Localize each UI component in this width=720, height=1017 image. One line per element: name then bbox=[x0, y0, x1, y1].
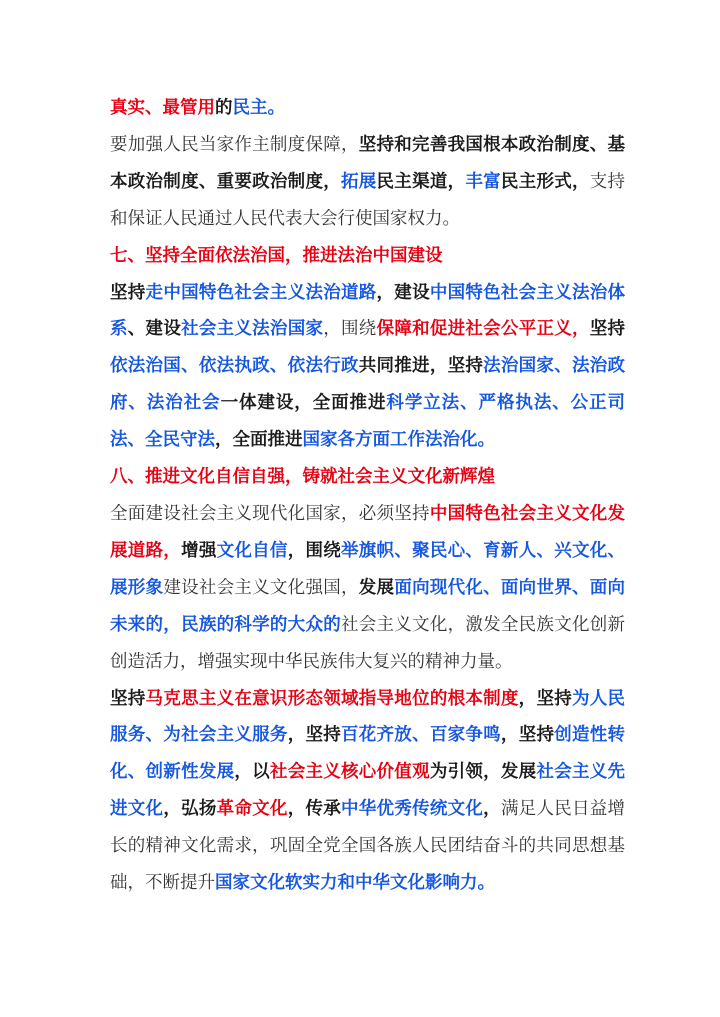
text-segment: 支持和保证人民通过人民代表大会行使国家权力。 bbox=[110, 171, 626, 229]
text-segment: 民主形式， bbox=[500, 171, 590, 192]
text-segment: 拓展 bbox=[340, 171, 377, 192]
text-segment: 全面建设社会主义现代化国家，必须坚持 bbox=[110, 503, 430, 524]
text-segment: 国家文化软实力和中华文化影响力。 bbox=[215, 873, 495, 894]
heading-section-7 bbox=[110, 238, 625, 275]
text-segment: 中国特色社会主义文化发展道路， bbox=[110, 503, 626, 561]
text-segment: 坚持 bbox=[110, 688, 146, 709]
text-segment: 民主。 bbox=[232, 98, 285, 118]
text-segment: 建设社会主义文化强国， bbox=[163, 577, 359, 598]
paragraph-culture bbox=[110, 496, 625, 681]
text-segment: 共同推进，坚持 bbox=[358, 356, 484, 377]
text-segment: ， bbox=[483, 799, 501, 820]
text-segment: 坚持 bbox=[589, 319, 626, 340]
text-segment: 走中国特色社会主义法治道路 bbox=[145, 282, 377, 303]
text-segment: 民主渠道， bbox=[376, 171, 466, 192]
paragraph-people-power bbox=[110, 127, 625, 238]
paragraph-marxism bbox=[110, 681, 625, 902]
paragraph-democracy bbox=[110, 90, 625, 127]
text-segment: 七、坚持全面依法治国，推进法治中国建设 bbox=[110, 245, 443, 266]
text-segment: ，传承 bbox=[287, 799, 342, 820]
text-segment: 法治国家、法治政府、法治社会 bbox=[110, 356, 625, 414]
text-segment: 要加强人民当家作主制度保障， bbox=[110, 134, 359, 155]
text-segment: 社会主义法治国家 bbox=[181, 319, 324, 340]
text-segment: 满足人民日益增长的精神文化需求，巩固全党全国各族人民团结奋斗的共同思想基础，不断提升 bbox=[110, 799, 626, 894]
paragraph-rule-of-law bbox=[110, 275, 625, 460]
text-segment: 创造性转化、创新性发展 bbox=[110, 725, 626, 783]
text-segment: 发展 bbox=[358, 577, 395, 598]
text-segment: 百花齐放、百家争鸣 bbox=[341, 725, 501, 746]
text-segment: 中国特色社会主义法治体系 bbox=[110, 282, 626, 340]
text-segment: 社会主义文化，激发全民族文化创新创造活力，增强实现中华民族伟大复兴的精神力量。 bbox=[110, 614, 626, 672]
text-segment: 为人民服务、为社会主义服务 bbox=[110, 688, 626, 746]
text-segment: ，围绕 bbox=[323, 319, 377, 340]
text-segment: 、建设 bbox=[127, 319, 182, 340]
text-segment: ，建设 bbox=[376, 282, 430, 303]
text-segment: 国家各方面工作法治化。 bbox=[302, 430, 495, 451]
text-segment: ，坚持 bbox=[518, 688, 572, 709]
text-segment: 丰富 bbox=[465, 171, 501, 192]
text-segment: 中华优秀传统文化 bbox=[341, 799, 484, 820]
text-segment: 科学立法、严格执法、公正司法、全民守法 bbox=[110, 393, 626, 451]
text-segment: ，弘扬 bbox=[163, 799, 217, 820]
text-segment: ，以 bbox=[234, 762, 270, 783]
text-segment: 为引领，发展 bbox=[429, 762, 537, 783]
text-segment: 八、推进文化自信自强，铸就社会主义文化新辉煌 bbox=[110, 467, 495, 488]
text-segment: 社会主义先进文化 bbox=[110, 762, 626, 820]
text-segment: 面向现代化、面向世界、面向未来的，民族的科学的大众的 bbox=[110, 577, 626, 635]
text-segment: 的 bbox=[215, 98, 233, 118]
text-segment: ，全面推进 bbox=[215, 430, 303, 451]
text-segment: 坚持和完善我国根本政治制度、基本政治制度、重要政治制度， bbox=[110, 134, 625, 192]
text-segment: ，坚持 bbox=[287, 725, 341, 746]
text-segment: 马克思主义在意识形态领域指导地位的根本制度 bbox=[145, 688, 519, 709]
text-segment: 一体建设，全面推进 bbox=[220, 393, 387, 414]
text-segment: 增强 bbox=[181, 540, 217, 561]
text-segment: ，围绕 bbox=[287, 540, 342, 561]
text-segment: 举旗帜、聚民心、育新人、兴文化、展形象 bbox=[110, 540, 626, 598]
text-segment: 真实、最管用 bbox=[110, 98, 215, 118]
text-segment: 保障和促进社会公平正义， bbox=[376, 319, 590, 340]
text-segment: 依法治国、依法执政、依法行政 bbox=[110, 356, 359, 377]
text-segment: ，坚持 bbox=[500, 725, 555, 746]
text-segment: 坚持 bbox=[110, 282, 146, 303]
heading-section-8 bbox=[110, 459, 625, 496]
text-segment: 文化自信 bbox=[216, 540, 288, 561]
text-segment: 社会主义核心价值观 bbox=[269, 762, 430, 783]
document-body bbox=[110, 90, 625, 902]
text-segment: 革命文化 bbox=[216, 799, 288, 820]
